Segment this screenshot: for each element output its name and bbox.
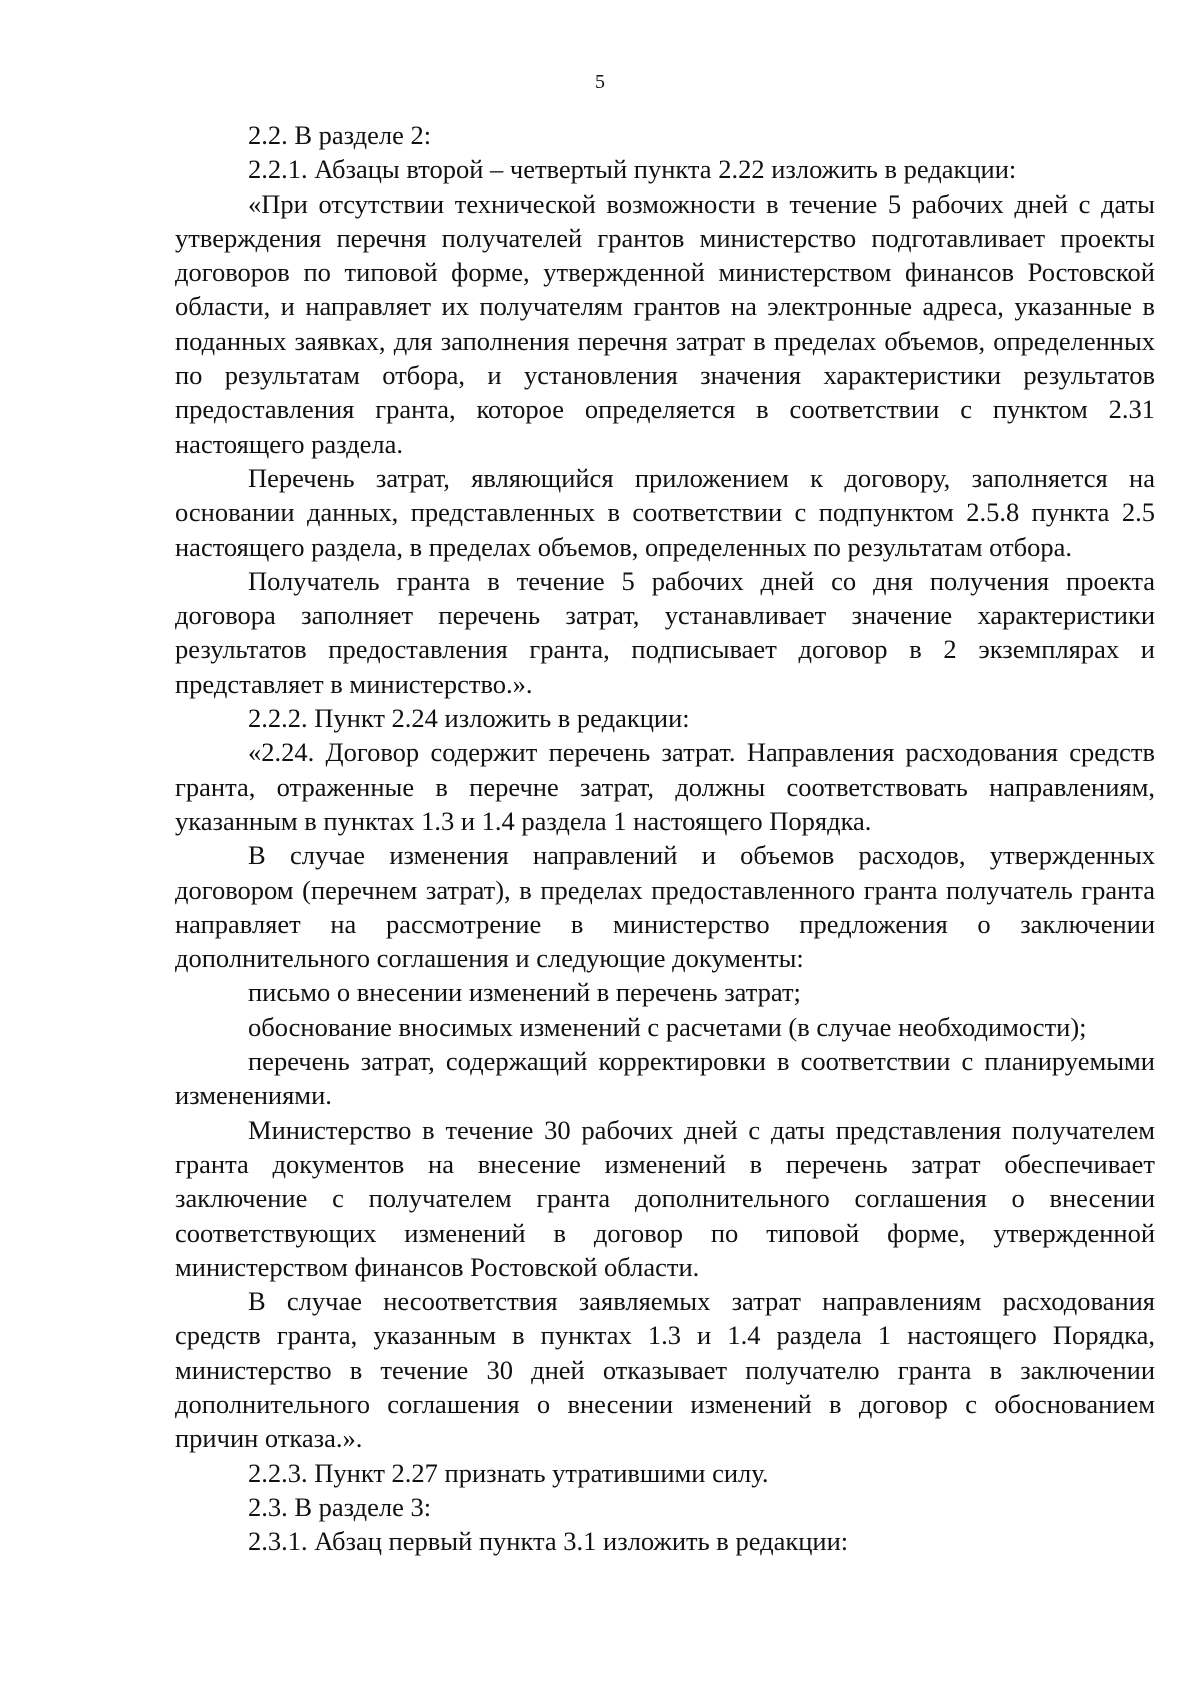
paragraph-2-22-text-2: Перечень затрат, являющийся приложением к договору, заполняется на основании данных, представленных в соответствии с подпунктом 2.5.8 пункта 2.5 настоящего раздела, в пределах объемов, определенных по результатам отбора. (175, 462, 1155, 562)
document-body (175, 118, 1155, 1558)
paragraph-2-24-text-4: В случае несоответствия заявляемых затрат направлениям расходования средств гранта, указанным в пунктах 1.3 и 1.4 раздела 1 настоящего Порядка, министерство в течение 30 дней отказывает получателю гранта в заключении дополнительного соглашения о внесении изменений в договор с обоснованием причин отказа.». (175, 1286, 1155, 1454)
paragraph-list-item-2: обоснование вносимых изменений с расчетами (в случае необходимости); (248, 1011, 1087, 1042)
paragraph-2-24-text-3: Министерство в течение 30 рабочих дней с даты представления получателем гранта документов на внесение изменений в перечень затрат обеспечивает заключение с получателем гранта дополнительного соглашения о внесении соответствующих изменений в договор по типовой форме, утвержденной министерством финансов Ростовской области. (175, 1114, 1155, 1282)
paragraph-2-2-heading: 2.2. В разделе 2: (248, 120, 432, 150)
paragraph-list-item-1: письмо о внесении изменений в перечень затрат; (248, 977, 801, 1008)
paragraph-2-24-text-1: «2.24. Договор содержит перечень затрат. Направления расходования средств гранта, отраженные в перечне затрат, должны соответствовать направлениям, указанным в пунктах 1.3 и 1.4 раздела 1 настоящего Порядка. (175, 737, 1155, 836)
paragraph-2-22-text-1: «При отсутствии технической возможности в течение 5 рабочих дней с даты утверждения перечня получателей грантов министерство подготавливает проекты договоров по типовой форме, утвержденной министерством финансов Ростовской области, и направляет их получателям грантов на электронные адреса, указанные в поданных заявках, для заполнения перечня затрат в пределах объемов, определенных по результатам отбора, и установления значения характеристики результатов предоставления гранта, которое определяется в соответствии с пунктом 2.31 настоящего раздела. (175, 188, 1155, 459)
paragraph-2-24-text-2: В случае изменения направлений и объемов расходов, утвержденных договором (перечнем затрат), в пределах предоставленного гранта получатель гранта направляет на рассмотрение в министерство предложения о заключении дополнительного соглашения и следующие документы: (175, 840, 1155, 974)
paragraph-2-3-1-heading: 2.3.1. Абзац первый пункта 3.1 изложить в редакции: (248, 1526, 849, 1557)
paragraph-2-22-text-3: Получатель гранта в течение 5 рабочих дней со дня получения проекта договора заполняет перечень затрат, устанавливает значение характеристики результатов предоставления гранта, подписывает договор в 2 экземплярах и представляет в министерство.». (175, 565, 1155, 699)
paragraph-2-3-heading: 2.3. В разделе 3: (248, 1491, 432, 1522)
paragraph-list-item-3: перечень затрат, содержащий корректировки в соответствии с планируемыми изменениями. (175, 1046, 1155, 1111)
paragraph-2-2-1-heading: 2.2.1. Абзацы второй – четвертый пункта 2.22 изложить в редакции: (248, 154, 1017, 185)
paragraph-2-2-3-heading: 2.2.3. Пункт 2.27 признать утратившими силу. (248, 1457, 769, 1488)
page-number: 5 (595, 71, 605, 93)
paragraph-2-2-2-heading: 2.2.2. Пункт 2.24 изложить в редакции: (248, 703, 690, 734)
